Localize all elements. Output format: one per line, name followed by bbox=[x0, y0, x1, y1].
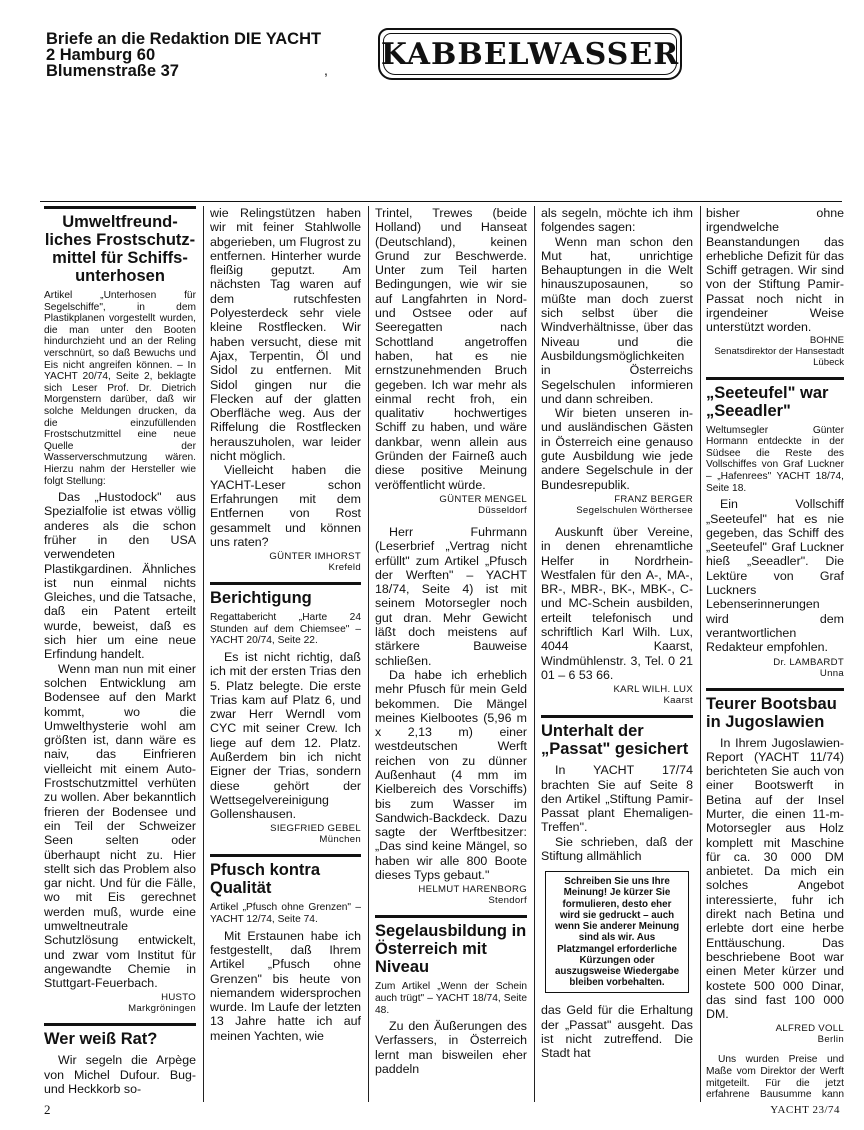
signature-name: ALFRED VOLL bbox=[775, 1023, 844, 1035]
column-3 bbox=[375, 206, 527, 1101]
column-rule bbox=[203, 206, 204, 1102]
section-divider bbox=[40, 201, 842, 202]
signature-name: BOHNE bbox=[809, 334, 844, 346]
signature-name: GÜNTER IMHORST bbox=[269, 551, 361, 563]
logo-text: KABBELWASSER bbox=[380, 36, 680, 72]
letter-paragraph: Wenn man schon den Mut hat, unrichtige Behauptungen in die Welt hinauszuposaunen, so müßte man doch zuerst sich selbst über die Windverhältnisse, über das Niveau und die Ausbildungsmöglichkeiten in Österreichs Segelschulen informieren und dann schreiben. bbox=[541, 234, 693, 406]
logo-frame bbox=[380, 33, 680, 75]
letter-signature bbox=[375, 884, 527, 906]
address-line: Briefe an die Redaktion DIE YACHT bbox=[46, 30, 322, 48]
letter-paragraph: Wenn man nun mit einer solchen Entwicklung am Bodensee auf den Markt kommt, wo die Umwelthysterie wohl am größten ist, dann wäre es naiv, das Einfrieren vielleicht mit einem Auto-Frostschutzmittel verhüten zu wollen. Aber bekanntlich frieren der Bodensee und ein Teil der Schweizer Seen selten oder überhaupt nicht zu. Hier stellt sich das Problem also gar nicht. Und für die Fälle, wo mit Eis gerechnet werden muß, wurde eine umweltneutrale Schutzlösung entwickelt, und zwar vom Institut für angewandte Chemie in Stuttgart-Feuerbach. bbox=[44, 661, 196, 991]
signature-name: Dr. LAMBARDT bbox=[773, 656, 844, 668]
signature-name: HUSTO bbox=[161, 992, 196, 1004]
signature-name: FRANZ BERGER bbox=[614, 493, 693, 505]
editor-address bbox=[46, 31, 321, 79]
signature-place: Senatsdirektor der Hansestadt Lübeck bbox=[714, 345, 844, 368]
article-heading: Wer weiß Rat? bbox=[44, 1023, 196, 1048]
article-heading: „Seeteufel" war „Seeadler" bbox=[706, 377, 844, 420]
letter-paragraph: bisher ohne irgendwelche Beanstandungen das erhebliche Defizit für das Schiff getragen. Wir sind von der Stiftung Pamir-Passat noch nicht in irgendeiner Weise unterstützt worden. bbox=[706, 206, 844, 335]
letter-paragraph: das Geld für die Erhaltung der „Passat" ausgeht. Das ist nicht zutreffend. Die Stadt hat bbox=[541, 1003, 693, 1061]
letter-signature bbox=[706, 657, 844, 679]
letter-paragraph: Sie schrieben, daß der Stiftung allmählich bbox=[541, 834, 693, 863]
letter-paragraph: Mit Erstaunen habe ich festgestellt, daß Ihrem Artikel „Pfusch ohne Grenzen" bis heute von niemandem widersprochen wurde. Im Laufe der letzten 13 Jahre hatte ich auf meinen Yachten, wie bbox=[210, 928, 361, 1043]
column-5 bbox=[706, 206, 844, 1101]
column-1 bbox=[44, 206, 196, 1101]
article-intro: Regattabericht „Harte 24 Stunden auf dem Chiemsee" – YACHT 20/74, Seite 22. bbox=[210, 612, 361, 647]
letter-paragraph: Auskunft über Vereine, in denen ehrenamtliche Helfer in Nordrhein-Westfalen für den A-, MA-, BR-, MBR-, BK-, MBK-, C- und MC-Schein ausbilden, erteilt telefonisch und schriftlich Karl Wilh. Lux, 4044 Kaarst, Windmühlenstr. 3, Tel. 0 21 01 – 6 53 66. bbox=[541, 524, 693, 682]
letter-paragraph: Zu den Äußerungen des Verfassers, in Österreich lernt man bisweilen eher paddeln bbox=[375, 1019, 527, 1077]
letter-signature bbox=[541, 494, 693, 516]
address-line: Blumenstraße 37 bbox=[46, 62, 179, 80]
letter-paragraph: als segeln, möchte ich ihm folgendes sagen: bbox=[541, 206, 693, 235]
letter-signature bbox=[706, 1023, 844, 1045]
letter-signature bbox=[210, 823, 361, 845]
letter-signature bbox=[706, 335, 844, 368]
address-line: 2 Hamburg 60 bbox=[46, 46, 156, 64]
article-intro: Weltumsegler Günter Hormann entdeckte in der Südsee die Reste des Vollschiffes von Graf Luckner – „Hafenrees" YACHT 18/74, Seite 18. bbox=[706, 424, 844, 494]
signature-place: Markgröningen bbox=[128, 1003, 196, 1015]
signature-name: HELMUT HARENBORG bbox=[418, 884, 527, 896]
article-intro: Zum Artikel „Wenn der Schein auch trügt" – YACHT 18/74, Seite 48. bbox=[375, 981, 527, 1016]
letter-paragraph: Wir bieten unseren in- und ausländischen Gästen in Österreich eine genauso gute Ausbildung wie jede andere Segelschule in der Bundesrepublik. bbox=[541, 406, 693, 492]
signature-place: Düsseldorf bbox=[478, 504, 527, 516]
signature-name: SIEGFRIED GEBEL bbox=[270, 823, 361, 835]
signature-place: Krefeld bbox=[328, 562, 361, 574]
article-heading: Pfusch kontra Qualität bbox=[210, 854, 361, 897]
signature-place: Segelschulen Wörthersee bbox=[576, 504, 693, 516]
column-rule bbox=[700, 206, 701, 1102]
article-intro: Artikel „Pfusch ohne Grenzen" – YACHT 12/74, Seite 74. bbox=[210, 902, 361, 926]
letter-signature bbox=[375, 494, 527, 516]
editor-note: Uns wurden Preise und Maße vom Direktor der Werft mitgeteilt. Für die jetzt erfahrene Bausumme kann bbox=[706, 1054, 844, 1101]
article-heading: Umweltfreund-liches Frostschutz-mittel für Schiffs-unterhosen bbox=[44, 206, 196, 285]
editorial-notice-box: Schreiben Sie uns Ihre Meinung! Je kürzer Sie formulieren, desto eher wird sie gedruckt – auch wenn Sie anderer Meinung sind als wir. Aus Platzmangel erforderliche Kürzungen oder auszugsweise Wiedergabe bleiben vorbehalten. bbox=[545, 871, 689, 993]
article-heading: Teurer Bootsbau in Jugoslawien bbox=[706, 688, 844, 731]
letter-paragraph: In Ihrem Jugoslawien-Report (YACHT 11/74) berichteten Sie auch von einer Bootswerft in Betina auf der Insel Murter, die einen 11-m-Motorsegler aus Holz komplett mit Maschine für ca. 30 000 DM anbietet. Da mich ein solches Angebot interessierte, fuhr ich direkt nach Betina und erlebte dort eine herbe Enttäuschung. Das beschriebene Boot war einen Meter kürzer und kostete 500 000 Dinar, das sind fast 100 000 DM. bbox=[706, 735, 844, 1022]
letter-paragraph: Da habe ich erheblich mehr Pfusch für mein Geld bekommen. Die Mängel meines Kielbootes (5,96 m x 2,13 m) einer westdeutschen Werft reichen von zu dünner Außenhaut (4 mm im Kielbereich des Vorschiffs) bis zum Wasser im Sandwich-Backdeck. Dazu sagte der Werftbesitzer: „Das sind keine Mängel, so haben wir alle 800 Boote dieses Typs gebaut." bbox=[375, 667, 527, 883]
letter-paragraph: Ein Vollschiff „Seeteufel" hat es nie gegeben, das Schiff des „Seeteufel" Graf Luckner hieß „Seeadler". Die Lektüre von Graf Luckners Lebenserinnerungen wird dem verantwortlichen Redakteur empfohlen. bbox=[706, 497, 844, 655]
article-intro: Artikel „Unterhosen für Segelschiffe", in dem Plastikplanen vorgestellt wurden, die man unter den Booten hindurchzieht und an der Reling verschnürt, so daß Bewuchs und Eis nicht angreifen können. – In YACHT 20/74, Seite 2, beklagte sich Leser Prof. Dr. Dietrich Morgenstern darüber, daß wir solche Meldungen drucken, da die einzufüllenden Frostschutzmittel eine neue Quelle der Wasserverschmutzung wären. Hierzu nahm der Hersteller wie folgt Stellung: bbox=[44, 290, 196, 487]
letter-paragraph: Es ist nicht richtig, daß ich mit der ersten Trias den 5. Platz belegte. Die erste Trias kam auf Platz 6, und zwar Herr Werndl vom CYC mit seiner Crew. Ich liege auf dem 12. Platz. Außerdem bin ich nicht Eigner der Trias, sondern diese gehört der Wettsegelvereinigung Gollenshausen. bbox=[210, 649, 361, 822]
article-heading: Segelausbildung in Österreich mit Niveau bbox=[375, 915, 527, 976]
signature-place: Unna bbox=[819, 667, 844, 679]
signature-place: Berlin bbox=[817, 1034, 844, 1046]
article-heading: Berichtigung bbox=[210, 582, 361, 607]
article-heading: Unterhalt der „Passat" gesichert bbox=[541, 715, 693, 758]
signature-name: KARL WILH. LUX bbox=[613, 684, 693, 696]
signature-name: GÜNTER MENGEL bbox=[439, 493, 527, 505]
page-number: 2 bbox=[44, 1102, 51, 1117]
column-2 bbox=[210, 206, 361, 1101]
issue-label: YACHT 23/74 bbox=[770, 1104, 840, 1116]
letter-paragraph: Trintel, Trewes (beide Holland) und Hanseat (Deutschland), keinen Grund zur Beschwerde. Unter zum Teil harten Bedingungen, wie wir sie auf Langfahrten in Nord- und Ostsee oder auf Seeregatten nach Schottland angetroffen haben, hat es nie ernstzunehmenden Bruch gegeben. Ich war mehr als einmal recht froh, ein qualitativ hochwertiges Schiff zu haben, und wäre dankbar, wenn allein aus Gründen der Fairneß auch diese positive Meinung veröffentlicht würde. bbox=[375, 206, 527, 492]
signature-place: Stendorf bbox=[488, 895, 527, 907]
letter-paragraph: Wir segeln die Arpège von Michel Dufour. Bug- und Heckkorb so- bbox=[44, 1053, 196, 1097]
kabbelwasser-logo bbox=[378, 28, 682, 80]
letter-paragraph: Das „Hustodock" aus Spezialfolie ist etwas völlig anderes als die schon früher in den USA verwendeten Plastikgardinen. Ähnliches ist nun einmal nichts Gleiches, und die Tatsache, daß ein Patent erteilt wurde, beweist, daß es sich hier um eine neue Erfindung handelt. bbox=[44, 490, 196, 662]
letter-paragraph: wie Relingstützen haben wir mit feiner Stahlwolle abgerieben, um Flugrost zu entfernen. Hinterher wurde fleißig geputzt. Am nächsten Tag waren auf dem rutschfesten Polyesterdeck sehr viele kleine Rostflecken. Wir haben versucht, diese mit Ajax, Terpentin, Öl und Sidol zu entfernen. Mit Sidol gingen nur die Flecken auf der glatten Oberfläche weg. Aus der Riffelung die Rostflecken herauszuholen, war leider nicht möglich. bbox=[210, 206, 361, 464]
column-rule bbox=[534, 206, 535, 1102]
stray-mark: , bbox=[324, 62, 328, 78]
column-4 bbox=[541, 206, 693, 1101]
letter-signature bbox=[541, 684, 693, 706]
letter-signature bbox=[44, 992, 196, 1014]
signature-place: München bbox=[319, 834, 361, 846]
signature-place: Kaarst bbox=[663, 695, 693, 707]
letter-signature bbox=[210, 551, 361, 573]
letter-paragraph: Vielleicht haben die YACHT-Leser schon Erfahrungen mit dem Entfernen von Rost gesammelt und können uns raten? bbox=[210, 463, 361, 549]
column-rule bbox=[368, 206, 369, 1102]
letter-paragraph: Herr Fuhrmann (Leserbrief „Vertrag nicht erfüllt" zum Artikel „Pfusch der Werften" – YACHT 18/74, Seite 4) ist mit seinem Motorsegler noch gut dran. Mehr Gewicht läßt doch meistens auf stärkere Bauweise schließen. bbox=[375, 524, 527, 668]
letter-paragraph: In YACHT 17/74 brachten Sie auf Seite 8 den Artikel „Stiftung Pamir-Passat plant Ehemaligen-Treffen". bbox=[541, 763, 693, 835]
